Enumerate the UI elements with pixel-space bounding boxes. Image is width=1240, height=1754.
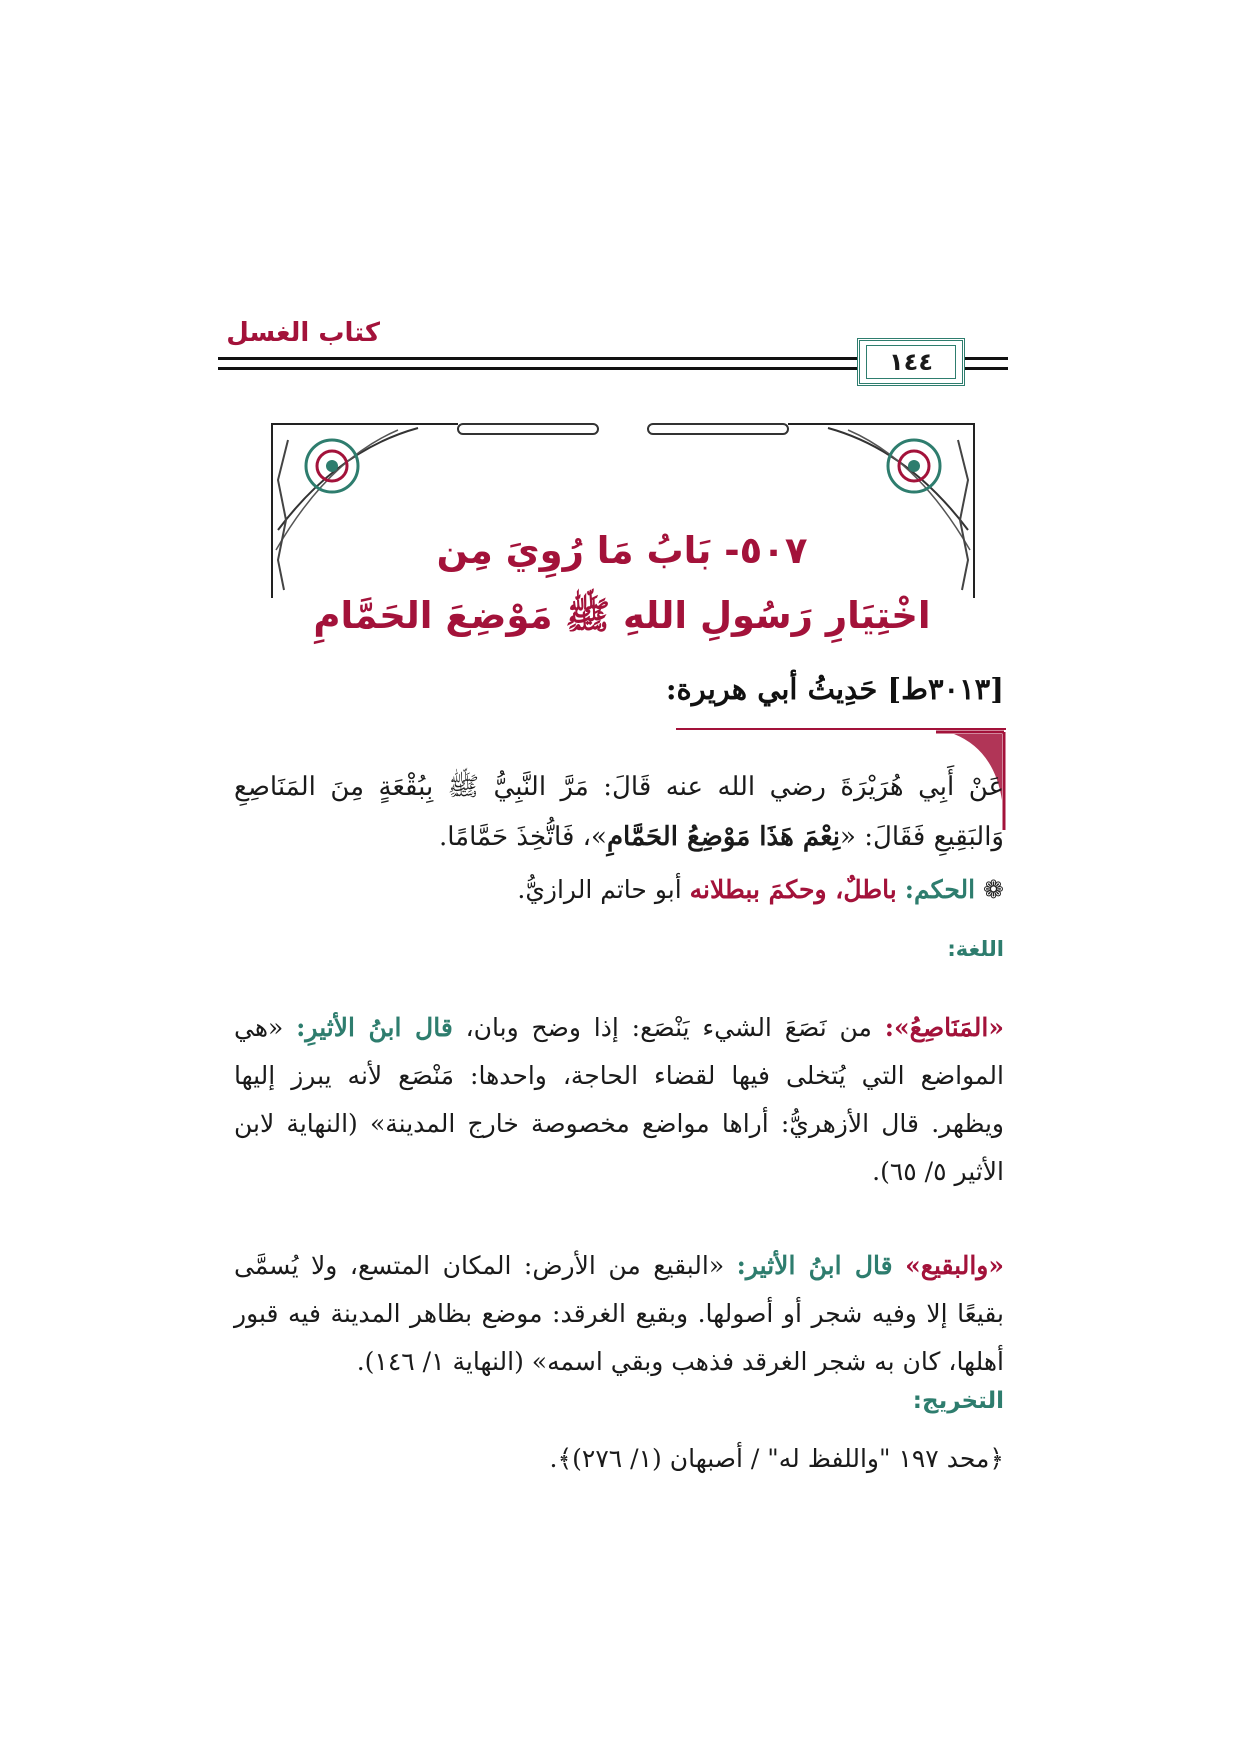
rosette-icon: ❁ (983, 875, 1004, 904)
takhrij-text: ﴿محد ١٩٧ "واللفظ له" / أصبهان (١/ ٢٧٦)﴾. (549, 1444, 1004, 1473)
matn-ending: »، فَاتُّخِذَ حَمَّامًا. (438, 822, 607, 852)
ruling-label: الحكم: (904, 875, 976, 904)
gloss-manasi (234, 1004, 1004, 1196)
page-number-frame (857, 338, 965, 386)
running-title: كتاب الغسل (226, 318, 380, 348)
gloss-quote: «البقيع من الأرض: المكان المتسع، ولا يُسمَّى بقيعًا إلا وفيه شجر أو أصولها. وبقيع الغرقد: موضع بظاهر المدينة فيه قبور أهلها، كان به شجر الغرقد فذهب وبقي اسمه» (النهاية ١/ ١٤٦). (234, 1251, 1004, 1376)
matn-text: عَنْ أَبِي هُرَيْرَةَ رضي الله عنه قَالَ: مَرَّ النَّبِيُّ ﷺ بِبُقْعَةٍ مِنَ المَنَاصِعِ وَالبَقِيعِ فَقَالَ: « (234, 772, 1004, 852)
hadith-narrator-heading: حَدِيثُ أبي هريرة: (665, 672, 878, 706)
hadith-number: [٣٠١٣ط] (887, 672, 1004, 706)
hadith-heading (666, 672, 1004, 706)
gloss-quote: «هي المواضع التي يُتخلى فيها لقضاء الحاجة، واحدها: مَنْصَع لأنه يبرز إليها ويظهر. قال الأزهريُّ: أراها مواضع مخصوصة خارج المدينة» (النهاية لابن الأثير ٥/ ٦٥). (234, 1013, 1004, 1186)
ruling-scholar: أبو حاتم الرازيُّ. (517, 875, 682, 904)
ornament-top-bars (458, 424, 788, 434)
ruling-verdict: باطلٌ، وحكمَ ببطلانه (689, 875, 897, 904)
lugha-label: اللغة: (947, 937, 1004, 961)
gloss-term: «والبقيع» (905, 1251, 1004, 1280)
gloss-attribution: قال ابنُ الأثير: (736, 1251, 893, 1280)
hadith-matn (234, 762, 1004, 862)
ruling-line (234, 866, 1004, 914)
takhrij-label: التخريج: (912, 1388, 1004, 1414)
gloss-attribution: قال ابنُ الأثيرِ: (296, 1013, 453, 1042)
matn-quote: نِعْمَ هَذَا مَوْضِعُ الحَمَّامِ (606, 822, 841, 852)
gloss-baqi (234, 1242, 1004, 1386)
chapter-title-line1: ٥٠٧- بَابُ مَا رُوِيَ مِن (436, 529, 808, 572)
chapter-title-line2: اخْتِيَارِ رَسُولِ اللهِ ﷺ مَوْضِعَ الحَمَّامِ (313, 594, 931, 637)
gloss-text: من نَصَعَ الشيء يَنْصَع: إذا وضح وبان، (465, 1013, 872, 1042)
gloss-term: «المَنَاصِعُ»: (884, 1013, 1004, 1042)
page-number: ١٤٤ (889, 348, 933, 376)
